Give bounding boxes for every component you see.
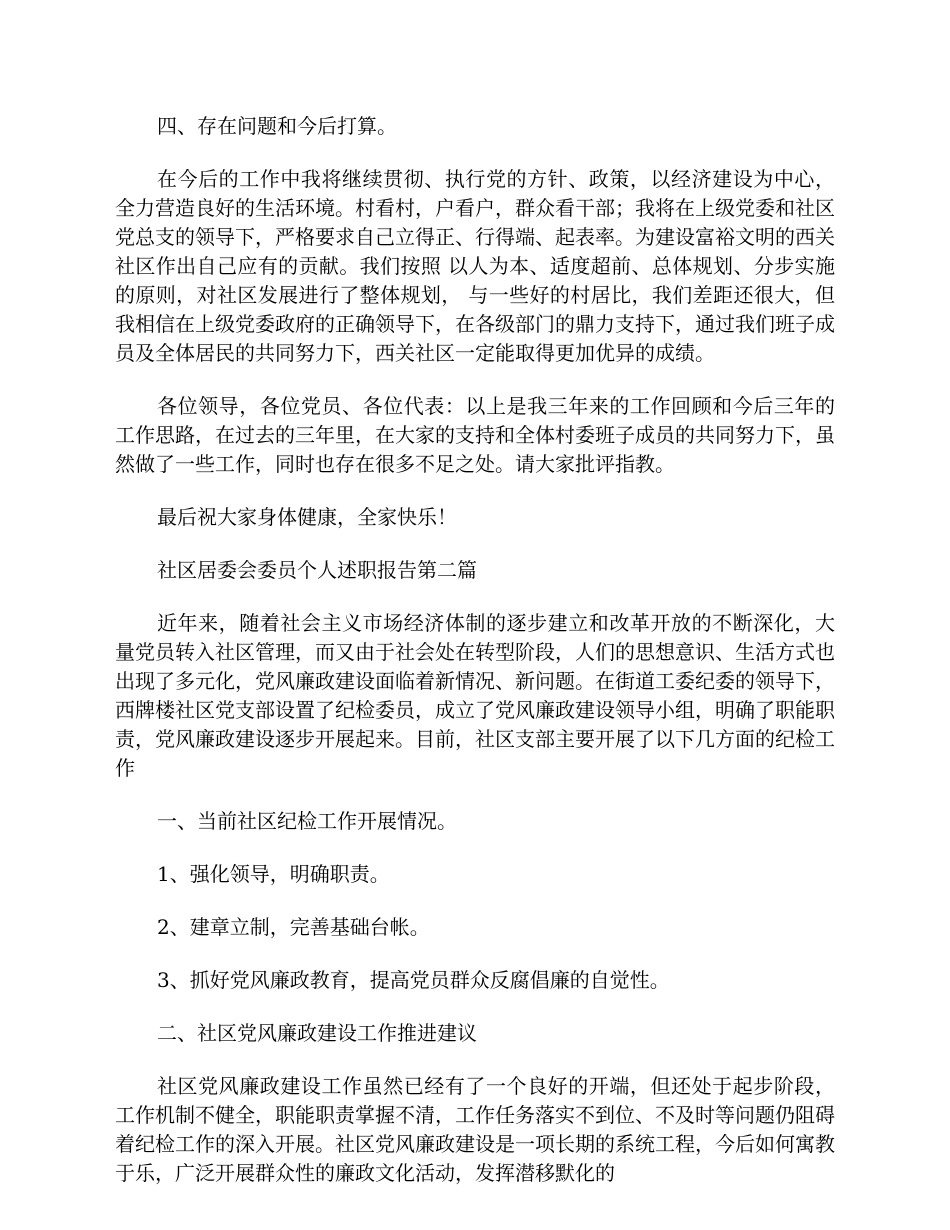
paragraph-closing-wishes: 最后祝大家身体健康，全家快乐！	[157, 505, 457, 529]
paragraph-suggestions: 社区党风廉政建设工作虽然已经有了一个良好的开端，但还处于起步阶段，工作机制不健全，职能职责掌握不清，工作任务落实不到位、不及时等问题仍阻碍着纪检工作的深入开展。社区党风廉政建设是一项长期的系统工程，今后如何寓教于乐，广泛开展群众性的廉政文化活动，发挥潜移默化的	[115, 1074, 835, 1185]
paragraph-future-work: 在今后的工作中我将继续贯彻、执行党的方针、政策，以经济建设为中心，全力营造良好的生活环境。村看村，户看户，群众看干部；我将在上级党委和社区党总支的领导下，严格要求自己立得正、行得端、起表率。为建设富裕文明的西关社区作出自己应有的贡献。我们按照 以人为本、适度超前、总体规划、分步实施 的原则，对社区发展进行了整体规划， 与一些好的村居比，我们差距还很大，但我相信在上级党委政府的正确领导下，在各级部门的鼎力支持下，通过我们班子成员及全体居民的共同努力下，西关社区一定能取得更加优异的成绩。	[115, 167, 835, 365]
section-heading-suggestions: 二、社区党风廉政建设工作推进建议	[157, 1021, 477, 1045]
list-item-3: 3、抓好党风廉政教育，提高党员群众反腐倡廉的自觉性。	[157, 968, 670, 992]
list-item-2: 2、建章立制，完善基础台帐。	[157, 915, 430, 939]
report-title-second: 社区居委会委员个人述职报告第二篇	[157, 558, 477, 582]
document-body	[115, 112, 835, 1212]
paragraph-background: 近年来，随着社会主义市场经济体制的逐步建立和改革开放的不断深化，大量党员转入社区管理，而又由于社会处在转型阶段，人们的思想意识、生活方式也出现了多元化，党风廉政建设面临着新情况、新问题。在街道工委纪委的领导下，西牌楼社区党支部设置了纪检委员，成立了党风廉政建设领导小组，明确了职能职责，党风廉政建设逐步开展起来。目前，社区支部主要开展了以下几方面的纪检工作	[115, 611, 835, 780]
section-heading-problems-plans: 四、存在问题和今后打算。	[157, 114, 397, 138]
list-item-1: 1、强化领导，明确职责。	[157, 862, 390, 886]
section-heading-current-work: 一、当前社区纪检工作开展情况。	[157, 809, 457, 833]
paragraph-address-leaders: 各位领导，各位党员、各位代表：以上是我三年来的工作回顾和今后三年的工作思路，在过去的三年里，在大家的支持和全体村委班子成员的共同努力下，虽然做了一些工作，同时也存在很多不足之处。请大家批评指教。	[115, 394, 835, 476]
